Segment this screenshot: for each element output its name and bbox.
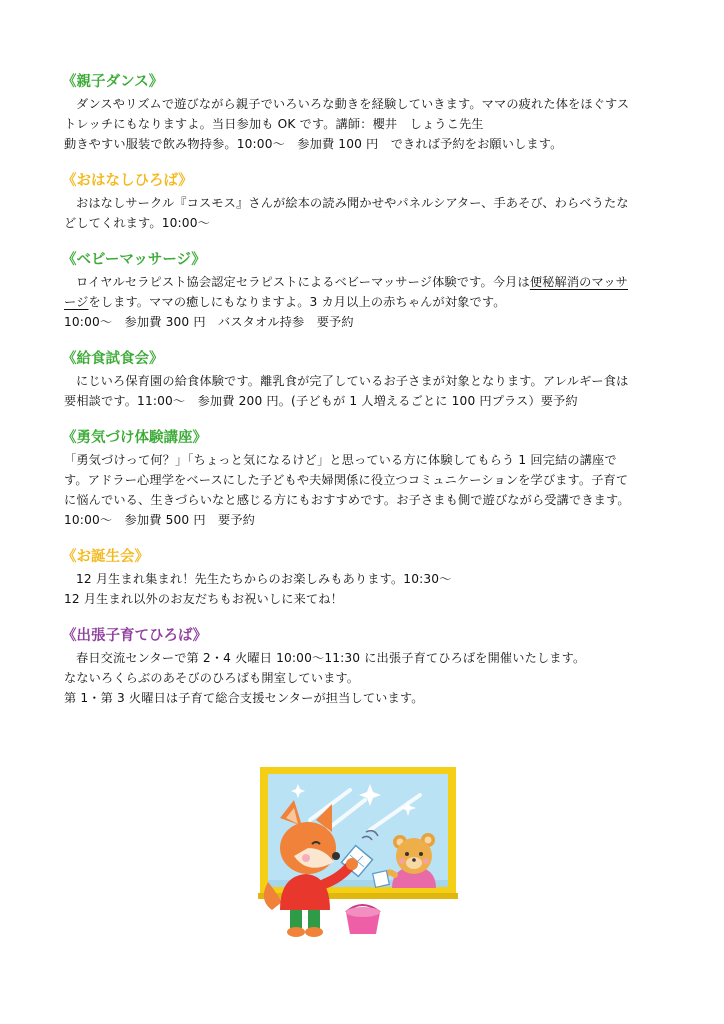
body-line: 12 月生まれ以外のお友だちもお祝いしに来てね！ — [64, 592, 343, 606]
bucket-icon — [346, 905, 380, 934]
section-title: 《親子ダンス》 — [62, 74, 164, 90]
body-line: 要相談です。11:00～ 参加費 200 円。(子どもが 1 人増えるごとに 100 円プラス）要予約 — [64, 394, 578, 408]
body-line: 春日交流センターで第 2・4 火曜日 10:00～11:30 に出張子育てひろばを開催いたします。 — [76, 651, 586, 665]
section-ohanashi-hiroba — [64, 171, 664, 233]
window-cleaning-illustration — [250, 760, 470, 940]
event-list — [64, 72, 664, 725]
section-yuuki — [64, 428, 664, 530]
body-line: なないろくらぶのあそびのひろばも開室しています。 — [64, 671, 360, 685]
section-title: 《ベビーマッサージ》 — [62, 252, 206, 268]
body-text: をします。ママの癒しにもなりますよ。3 カ月以上の赤ちゃんが対象です。 — [88, 295, 506, 309]
section-shucchou — [64, 626, 664, 708]
body-line — [64, 272, 664, 292]
body-line: 第 1・第 3 火曜日は子育て総合支援センターが担当しています。 — [64, 691, 424, 705]
underlined-text: 便秘解消のマッサ — [529, 275, 629, 289]
section-title: 《勇気づけ体験講座》 — [62, 430, 207, 446]
body-line: おはなしサークル『コスモス』さんが絵本の読み聞かせやパネルシアター、手あそび、わらべうたな — [76, 196, 629, 210]
section-oyako-dance — [64, 72, 664, 154]
section-tanjoubi — [64, 547, 664, 609]
body-line: どしてくれます。10:00～ — [64, 216, 210, 230]
section-title: 《出張子育てひろば》 — [62, 628, 208, 644]
body-line: 10:00～ 参加費 300 円 バスタオル持参 要予約 — [64, 315, 354, 329]
body-text: ロイヤルセラピスト協会認定セラピストによるベビーマッサージ体験です。今月は — [76, 275, 530, 289]
body-line: 「勇気づけって何？」「ちょっと気になるけど」と思っている方に体験してもらう 1 回完結の講座で — [64, 453, 617, 467]
section-title: 《お誕生会》 — [62, 549, 149, 565]
body-line: にじいろ保育園の給食体験です。離乳食が完了しているお子さまが対象となります。アレルギー食は — [76, 374, 629, 388]
section-title: 《おはなしひろば》 — [62, 173, 193, 189]
body-line — [64, 292, 664, 312]
body-line: す。アドラー心理学をベースにした子どもや夫婦関係に役立つコミュニケーションを学びます。子育て — [64, 473, 629, 487]
body-line: 動きやすい服装で飲み物持参。10:00～ 参加費 100 円 できれば予約をお願いします。 — [64, 137, 563, 151]
body-line: ダンスやリズムで遊びながら親子でいろいろな動きを経験していきます。ママの疲れた体をほぐすス — [76, 97, 630, 111]
body-line: 10:00～ 参加費 500 円 要予約 — [64, 513, 256, 527]
section-kyushoku — [64, 349, 664, 411]
section-baby-massage — [64, 250, 664, 332]
body-line: 12 月生まれ集まれ！先生たちからのお楽しみもあります。10:30～ — [76, 572, 452, 586]
body-line: に悩んでいる、生きづらいなと感じる方にもおすすめです。お子さまも側で遊びながら受講できます。 — [64, 493, 630, 507]
underlined-text: ージ — [64, 295, 89, 309]
body-line: トレッチにもなりますよ。当日参加も OK です。講師：櫻井 しょうこ先生 — [64, 117, 484, 131]
section-title: 《給食試食会》 — [62, 351, 164, 367]
